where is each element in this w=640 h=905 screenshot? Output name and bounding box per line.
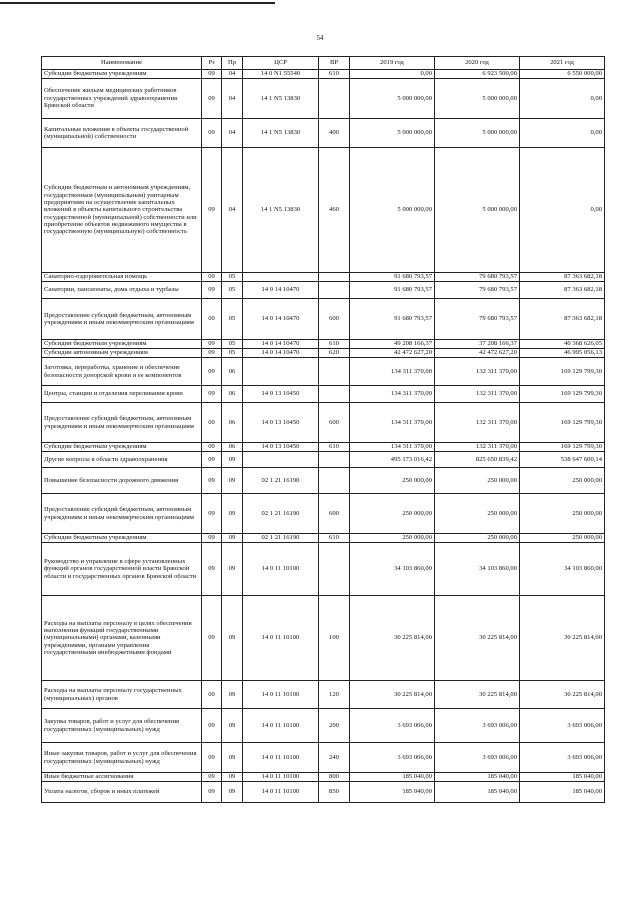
table-row bbox=[42, 282, 605, 299]
row-2020: 3 693 006,00 bbox=[435, 743, 520, 773]
row-2020: 42 472 627,20 bbox=[435, 349, 520, 358]
table-row bbox=[42, 403, 605, 443]
row-rz: 09 bbox=[202, 403, 222, 443]
row-csr: 14 0 N1 55540 bbox=[243, 70, 319, 79]
row-2020: 132 311 370,00 bbox=[435, 358, 520, 386]
row-name: Капитальные вложения в объекты государственной (муниципальной) собственности bbox=[42, 119, 202, 148]
row-2019: 0,00 bbox=[350, 70, 435, 79]
row-rz: 09 bbox=[202, 494, 222, 534]
row-2021: 169 129 799,30 bbox=[520, 358, 605, 386]
row-csr: 14 0 14 10470 bbox=[243, 340, 319, 349]
row-rz: 09 bbox=[202, 596, 222, 681]
row-name: Заготовка, переработка, хранение и обеспечение безопасности донорской крови и ее компонентов bbox=[42, 358, 202, 386]
table-header-row bbox=[42, 57, 605, 70]
row-csr: 02 1 21 16190 bbox=[243, 468, 319, 494]
row-csr: 14 0 11 10100 bbox=[243, 596, 319, 681]
table-row bbox=[42, 70, 605, 79]
row-2021: 3 693 006,00 bbox=[520, 743, 605, 773]
header-csr: ЦСР bbox=[243, 57, 319, 70]
header-2020: 2020 год bbox=[435, 57, 520, 70]
row-name: Иные бюджетные ассигнования bbox=[42, 773, 202, 782]
row-2021: 87 363 682,18 bbox=[520, 282, 605, 299]
row-2019: 91 680 793,57 bbox=[350, 273, 435, 282]
row-2021: 3 693 006,00 bbox=[520, 709, 605, 743]
table-row bbox=[42, 119, 605, 148]
table-row bbox=[42, 299, 605, 340]
row-2019: 134 311 370,00 bbox=[350, 358, 435, 386]
row-vr bbox=[319, 273, 350, 282]
row-vr bbox=[319, 358, 350, 386]
row-2019: 5 000 000,00 bbox=[350, 119, 435, 148]
row-pr: 06 bbox=[222, 386, 243, 403]
row-2021: 185 040,00 bbox=[520, 773, 605, 782]
row-2021: 0,00 bbox=[520, 148, 605, 273]
table-row bbox=[42, 452, 605, 468]
row-2020: 825 650 839,42 bbox=[435, 452, 520, 468]
row-2020: 34 103 860,00 bbox=[435, 543, 520, 596]
row-csr: 14 0 11 10100 bbox=[243, 743, 319, 773]
row-2019: 134 311 370,00 bbox=[350, 443, 435, 452]
row-2020: 5 000 000,00 bbox=[435, 148, 520, 273]
row-name: Закупка товаров, работ и услуг для обеспечения государственных (муниципальных) нужд bbox=[42, 709, 202, 743]
row-name: Субсидии автономным учреждениям bbox=[42, 349, 202, 358]
row-csr: 14 1 N5 13830 bbox=[243, 79, 319, 119]
row-name: Субсидии бюджетным учреждениям bbox=[42, 534, 202, 543]
row-csr: 14 0 11 10100 bbox=[243, 709, 319, 743]
row-name: Другие вопросы в области здравоохранения bbox=[42, 452, 202, 468]
row-pr: 04 bbox=[222, 148, 243, 273]
row-2020: 250 000,00 bbox=[435, 494, 520, 534]
row-2021: 34 103 860,00 bbox=[520, 543, 605, 596]
row-rz: 09 bbox=[202, 70, 222, 79]
row-2021: 169 129 799,30 bbox=[520, 403, 605, 443]
row-2020: 132 311 370,00 bbox=[435, 443, 520, 452]
row-csr: 02 1 21 16190 bbox=[243, 494, 319, 534]
row-rz: 09 bbox=[202, 743, 222, 773]
row-2020: 30 225 814,00 bbox=[435, 681, 520, 709]
row-2020: 132 311 370,00 bbox=[435, 403, 520, 443]
row-pr: 05 bbox=[222, 349, 243, 358]
row-name: Предоставление субсидий бюджетным, автономным учреждениям и иным некоммерческим организациям bbox=[42, 299, 202, 340]
row-rz: 09 bbox=[202, 709, 222, 743]
table-row bbox=[42, 782, 605, 803]
row-pr: 09 bbox=[222, 596, 243, 681]
row-vr: 100 bbox=[319, 596, 350, 681]
row-name: Субсидии бюджетным учреждениям bbox=[42, 70, 202, 79]
row-vr bbox=[319, 79, 350, 119]
row-2020: 5 000 000,00 bbox=[435, 79, 520, 119]
row-pr: 09 bbox=[222, 743, 243, 773]
row-csr: 14 0 13 10450 bbox=[243, 443, 319, 452]
header-2021: 2021 год bbox=[520, 57, 605, 70]
row-2019: 250 000,00 bbox=[350, 494, 435, 534]
row-2020: 185 040,00 bbox=[435, 782, 520, 803]
row-2021: 40 368 626,05 bbox=[520, 340, 605, 349]
row-vr: 600 bbox=[319, 494, 350, 534]
row-2019: 134 311 370,00 bbox=[350, 403, 435, 443]
row-rz: 09 bbox=[202, 782, 222, 803]
row-csr: 14 0 11 10100 bbox=[243, 681, 319, 709]
row-name: Санаторно-оздоровительная помощь bbox=[42, 273, 202, 282]
row-2020: 250 000,00 bbox=[435, 468, 520, 494]
row-rz: 09 bbox=[202, 79, 222, 119]
table-row bbox=[42, 358, 605, 386]
row-name: Субсидии бюджетным и автономным учреждениям, государственным (муниципальным) унитарным предприятиям на осуществление капитальных вложений в объекты капитального строительства государственной (муниципальной) собственности или приобретение объектов недвижимого имущества в государственную (муниципальную) собственность bbox=[42, 148, 202, 273]
row-2019: 185 040,00 bbox=[350, 782, 435, 803]
row-vr: 600 bbox=[319, 403, 350, 443]
row-vr: 460 bbox=[319, 148, 350, 273]
row-2020: 3 693 006,00 bbox=[435, 709, 520, 743]
row-name: Руководство и управление в сфере установленных функций органов государственной власти Брянской области и государственных органов Брянской области bbox=[42, 543, 202, 596]
row-rz: 09 bbox=[202, 119, 222, 148]
row-2020: 6 923 500,00 bbox=[435, 70, 520, 79]
row-rz: 09 bbox=[202, 349, 222, 358]
row-2020: 37 208 166,37 bbox=[435, 340, 520, 349]
row-csr: 02 1 21 16190 bbox=[243, 534, 319, 543]
row-rz: 09 bbox=[202, 299, 222, 340]
row-rz: 09 bbox=[202, 543, 222, 596]
row-2019: 30 225 814,00 bbox=[350, 681, 435, 709]
row-rz: 09 bbox=[202, 340, 222, 349]
row-pr: 09 bbox=[222, 782, 243, 803]
row-name: Иные закупки товаров, работ и услуг для обеспечения государственных (муниципальных) нужд bbox=[42, 743, 202, 773]
row-pr: 05 bbox=[222, 340, 243, 349]
row-pr: 09 bbox=[222, 543, 243, 596]
row-vr: 620 bbox=[319, 349, 350, 358]
row-name: Субсидии бюджетным учреждениям bbox=[42, 340, 202, 349]
row-vr: 610 bbox=[319, 340, 350, 349]
table-row bbox=[42, 349, 605, 358]
row-pr: 09 bbox=[222, 534, 243, 543]
row-2020: 30 225 814,00 bbox=[435, 596, 520, 681]
row-rz: 09 bbox=[202, 148, 222, 273]
row-vr: 610 bbox=[319, 534, 350, 543]
row-2019: 34 103 860,00 bbox=[350, 543, 435, 596]
table-row bbox=[42, 681, 605, 709]
row-2019: 3 693 006,00 bbox=[350, 743, 435, 773]
row-vr: 600 bbox=[319, 299, 350, 340]
row-csr: 14 0 14 10470 bbox=[243, 299, 319, 340]
row-pr: 09 bbox=[222, 681, 243, 709]
row-pr: 06 bbox=[222, 443, 243, 452]
row-rz: 09 bbox=[202, 358, 222, 386]
row-2020: 79 680 793,57 bbox=[435, 299, 520, 340]
table-row bbox=[42, 494, 605, 534]
row-rz: 09 bbox=[202, 468, 222, 494]
row-csr: 14 0 13 10450 bbox=[243, 386, 319, 403]
row-2020: 132 311 370,00 bbox=[435, 386, 520, 403]
row-2019: 91 680 793,57 bbox=[350, 299, 435, 340]
page-number: 54 bbox=[316, 34, 324, 42]
row-rz: 09 bbox=[202, 452, 222, 468]
row-name: Санатории, пансионаты, дома отдыха и турбазы bbox=[42, 282, 202, 299]
row-2019: 134 311 370,00 bbox=[350, 386, 435, 403]
row-vr bbox=[319, 452, 350, 468]
row-2019: 49 208 166,37 bbox=[350, 340, 435, 349]
row-2020: 79 680 793,57 bbox=[435, 282, 520, 299]
row-csr bbox=[243, 452, 319, 468]
row-2019: 5 000 000,00 bbox=[350, 79, 435, 119]
row-pr: 09 bbox=[222, 709, 243, 743]
row-csr: 14 0 14 10470 bbox=[243, 282, 319, 299]
row-pr: 09 bbox=[222, 494, 243, 534]
row-vr: 610 bbox=[319, 443, 350, 452]
row-2020: 185 040,00 bbox=[435, 773, 520, 782]
row-pr: 04 bbox=[222, 119, 243, 148]
table-row bbox=[42, 743, 605, 773]
row-csr: 14 1 N5 13830 bbox=[243, 119, 319, 148]
row-2021: 87 363 682,18 bbox=[520, 299, 605, 340]
row-name: Расходы на выплаты персоналу государственных (муниципальных) органов bbox=[42, 681, 202, 709]
row-2021: 30 225 814,00 bbox=[520, 596, 605, 681]
row-2019: 91 680 793,57 bbox=[350, 282, 435, 299]
row-2021: 250 000,00 bbox=[520, 494, 605, 534]
table-row bbox=[42, 534, 605, 543]
top-rule bbox=[0, 2, 275, 4]
table-row bbox=[42, 273, 605, 282]
header-vr: ВР bbox=[319, 57, 350, 70]
row-vr: 200 bbox=[319, 709, 350, 743]
row-vr bbox=[319, 386, 350, 403]
row-vr bbox=[319, 468, 350, 494]
row-name: Уплата налогов, сборов и иных платежей bbox=[42, 782, 202, 803]
row-vr: 400 bbox=[319, 119, 350, 148]
row-2019: 495 173 016,42 bbox=[350, 452, 435, 468]
row-csr bbox=[243, 273, 319, 282]
row-pr: 09 bbox=[222, 773, 243, 782]
row-2021: 538 647 600,14 bbox=[520, 452, 605, 468]
table-row bbox=[42, 443, 605, 452]
row-csr: 14 0 11 10100 bbox=[243, 773, 319, 782]
table-row bbox=[42, 543, 605, 596]
row-vr: 120 bbox=[319, 681, 350, 709]
row-vr: 240 bbox=[319, 743, 350, 773]
row-rz: 09 bbox=[202, 386, 222, 403]
table-row bbox=[42, 468, 605, 494]
header-2019: 2019 год bbox=[350, 57, 435, 70]
row-name: Предоставление субсидий бюджетным, автономным учреждениям и иным некоммерческим организациям bbox=[42, 403, 202, 443]
row-2020: 79 680 793,57 bbox=[435, 273, 520, 282]
row-rz: 09 bbox=[202, 534, 222, 543]
row-2021: 0,00 bbox=[520, 119, 605, 148]
row-name: Обеспечение жильем медицинских работников государственных учреждений здравоохранения Брянской области bbox=[42, 79, 202, 119]
row-2021: 169 129 799,30 bbox=[520, 386, 605, 403]
row-csr: 14 0 13 10450 bbox=[243, 403, 319, 443]
row-2021: 185 040,00 bbox=[520, 782, 605, 803]
row-rz: 09 bbox=[202, 681, 222, 709]
row-pr: 05 bbox=[222, 299, 243, 340]
header-rz: Рз bbox=[202, 57, 222, 70]
row-vr: 800 bbox=[319, 773, 350, 782]
row-2019: 42 472 627,20 bbox=[350, 349, 435, 358]
row-2021: 30 225 814,00 bbox=[520, 681, 605, 709]
table-row bbox=[42, 79, 605, 119]
row-pr: 05 bbox=[222, 273, 243, 282]
row-rz: 09 bbox=[202, 273, 222, 282]
row-name: Предоставление субсидий бюджетным, автономным учреждениям и иным некоммерческим организациям bbox=[42, 494, 202, 534]
row-pr: 04 bbox=[222, 79, 243, 119]
row-pr: 09 bbox=[222, 452, 243, 468]
row-2019: 3 693 006,00 bbox=[350, 709, 435, 743]
row-vr: 850 bbox=[319, 782, 350, 803]
row-2021: 0,00 bbox=[520, 79, 605, 119]
table-row bbox=[42, 340, 605, 349]
row-2021: 169 129 799,30 bbox=[520, 443, 605, 452]
row-vr: 610 bbox=[319, 70, 350, 79]
row-name: Центры, станции и отделения переливания крови bbox=[42, 386, 202, 403]
row-pr: 05 bbox=[222, 282, 243, 299]
table-row bbox=[42, 709, 605, 743]
row-vr bbox=[319, 543, 350, 596]
row-2019: 30 225 814,00 bbox=[350, 596, 435, 681]
row-2020: 5 000 000,00 bbox=[435, 119, 520, 148]
row-pr: 06 bbox=[222, 403, 243, 443]
row-2021: 250 000,00 bbox=[520, 534, 605, 543]
row-2019: 185 040,00 bbox=[350, 773, 435, 782]
row-csr: 14 0 11 10100 bbox=[243, 543, 319, 596]
row-2019: 5 000 000,00 bbox=[350, 148, 435, 273]
row-vr bbox=[319, 282, 350, 299]
row-csr: 14 0 11 10100 bbox=[243, 782, 319, 803]
row-name: Повышение безопасности дорожного движения bbox=[42, 468, 202, 494]
row-rz: 09 bbox=[202, 282, 222, 299]
table-row bbox=[42, 386, 605, 403]
row-2019: 250 000,00 bbox=[350, 468, 435, 494]
row-2021: 46 995 056,13 bbox=[520, 349, 605, 358]
row-csr bbox=[243, 358, 319, 386]
row-rz: 09 bbox=[202, 443, 222, 452]
row-csr: 14 0 14 10470 bbox=[243, 349, 319, 358]
row-2021: 6 550 000,00 bbox=[520, 70, 605, 79]
table-row bbox=[42, 596, 605, 681]
table-row bbox=[42, 773, 605, 782]
row-2020: 250 000,00 bbox=[435, 534, 520, 543]
row-pr: 06 bbox=[222, 358, 243, 386]
header-pr: Пр bbox=[222, 57, 243, 70]
row-pr: 04 bbox=[222, 70, 243, 79]
budget-table bbox=[41, 56, 605, 803]
row-name: Субсидии бюджетным учреждениям bbox=[42, 443, 202, 452]
row-2021: 87 363 682,18 bbox=[520, 273, 605, 282]
header-name: Наименование bbox=[42, 57, 202, 70]
table-row bbox=[42, 148, 605, 273]
row-pr: 09 bbox=[222, 468, 243, 494]
row-2019: 250 000,00 bbox=[350, 534, 435, 543]
row-csr: 14 1 N5 13830 bbox=[243, 148, 319, 273]
row-rz: 09 bbox=[202, 773, 222, 782]
row-2021: 250 000,00 bbox=[520, 468, 605, 494]
row-name: Расходы на выплаты персоналу в целях обеспечения выполнения функций государственными (муниципальными) органами, казенными учреждениями, органами управления государственными внебюджетными фондами bbox=[42, 596, 202, 681]
